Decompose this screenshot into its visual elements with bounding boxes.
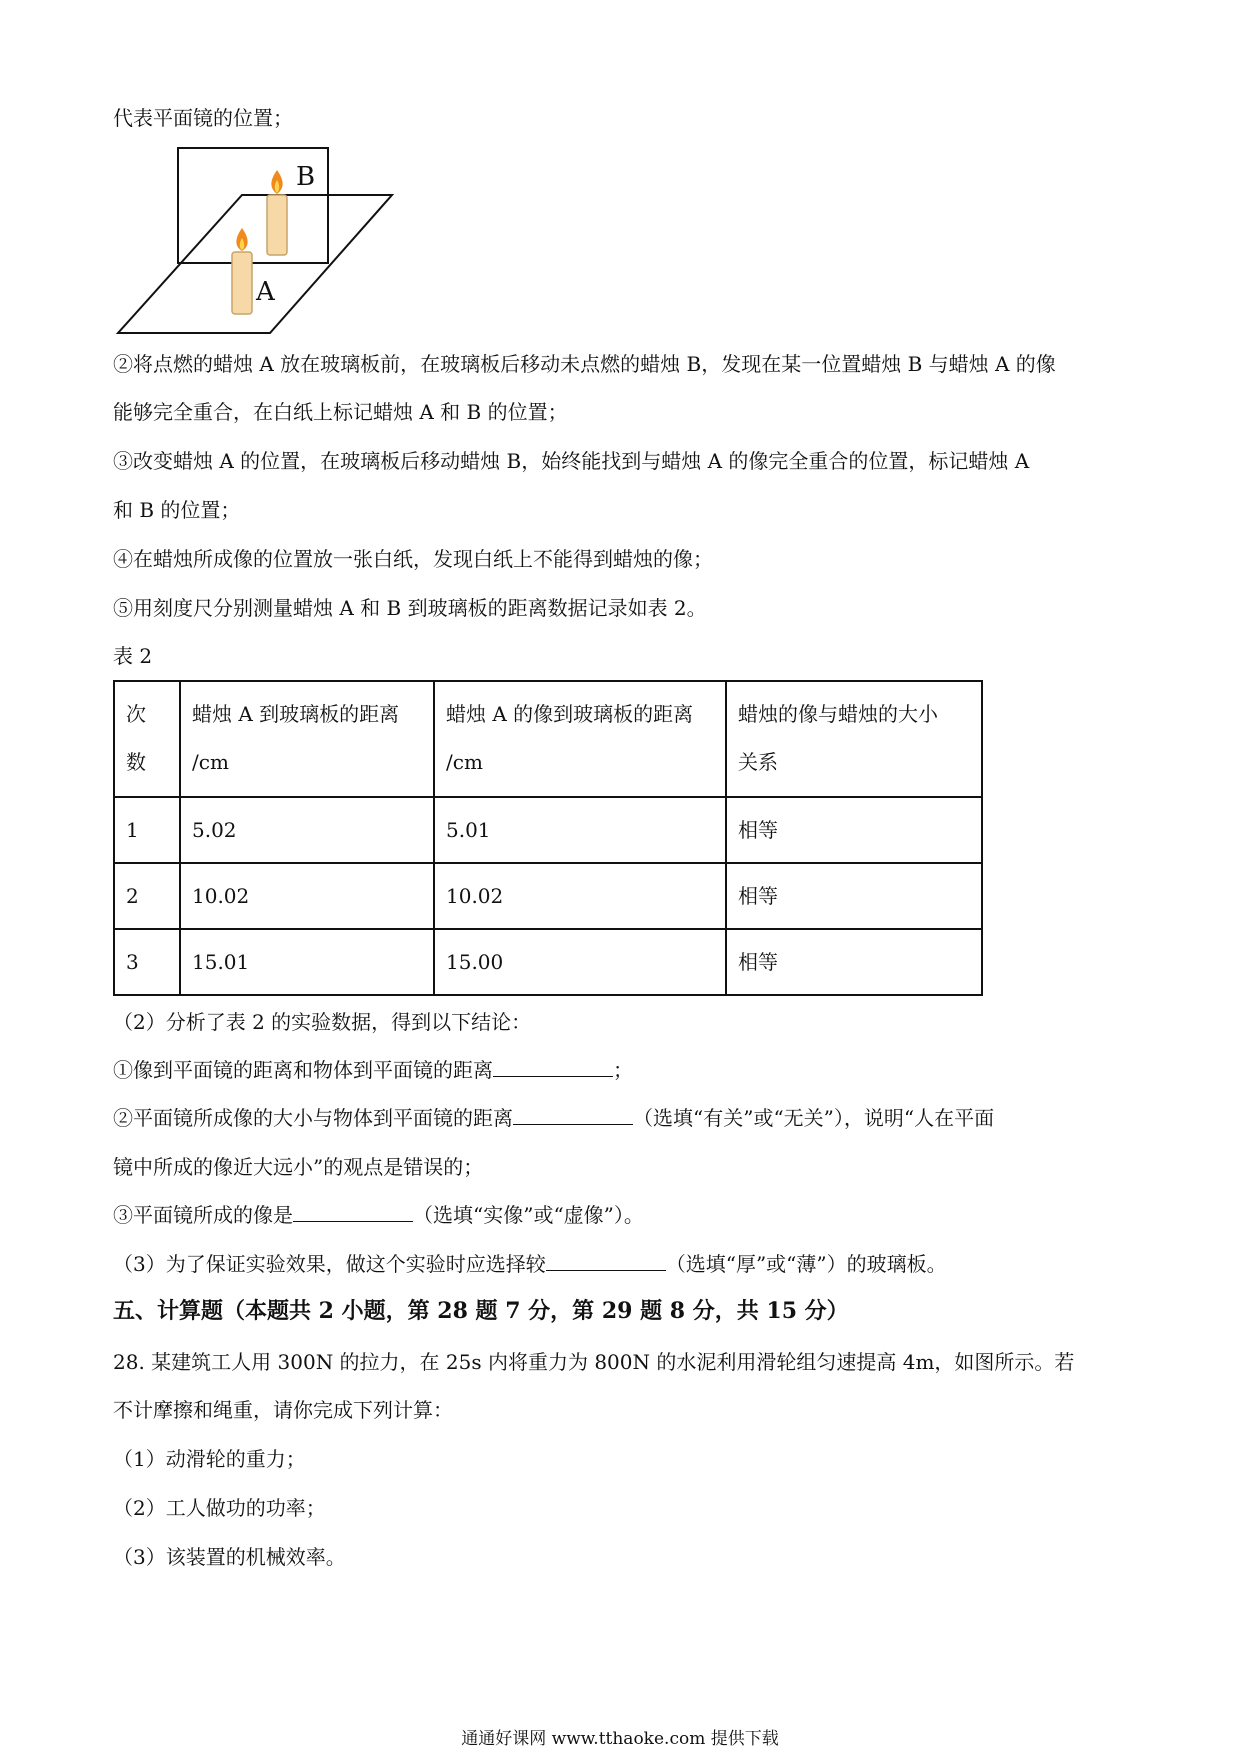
label-b: B	[296, 162, 316, 192]
table-cell: 3	[114, 929, 180, 995]
table-row	[114, 797, 982, 863]
q2-conclusion-1: ①像到平面镜的距离和物体到平面镜的距离 ；	[113, 1058, 633, 1082]
header-cell: 蜡烛 A 的像到玻璃板的距离 /cm	[434, 681, 726, 797]
header-cell: 次 数	[114, 681, 180, 797]
answer-blank[interactable]	[513, 1104, 633, 1125]
table-cell: 相等	[726, 863, 982, 929]
step-2-line-2: 能够完全重合，在白纸上标记蜡烛 A 和 B 的位置；	[113, 400, 568, 424]
table-cell: 10.02	[180, 863, 434, 929]
q3: （3）为了保证实验效果，做这个实验时应选择较 （选填“厚”或“薄”）的玻璃板。	[113, 1252, 947, 1276]
table-row	[114, 929, 982, 995]
header-cell: 蜡烛的像与蜡烛的大小 关系	[726, 681, 982, 797]
table-cell: 2	[114, 863, 180, 929]
table-header-row	[114, 681, 982, 797]
answer-blank[interactable]	[546, 1250, 666, 1271]
table-cell: 15.00	[434, 929, 726, 995]
label-a: A	[256, 277, 275, 307]
table-cell: 5.01	[434, 797, 726, 863]
q2-conclusion-2: ②平面镜所成像的大小与物体到平面镜的距离 （选填“有关”或“无关”），说明“人在平面	[113, 1106, 995, 1130]
q28-line-2: 不计摩擦和绳重，请你完成下列计算：	[113, 1398, 453, 1422]
step-5: ⑤用刻度尺分别测量蜡烛 A 和 B 到玻璃板的距离数据记录如表 2。	[113, 596, 707, 620]
step-3-line-1: ③改变蜡烛 A 的位置，在玻璃板后移动蜡烛 B，始终能找到与蜡烛 A 的像完全重合的位置，标记蜡烛 A	[113, 449, 1030, 473]
step-3-line-2: 和 B 的位置；	[113, 498, 241, 522]
page-footer: 通通好课网 www.tthaoke.com 提供下载	[461, 1729, 779, 1749]
table-row	[114, 863, 982, 929]
answer-blank[interactable]	[293, 1201, 413, 1222]
step-2-line-1: ②将点燃的蜡烛 A 放在玻璃板前，在玻璃板后移动未点燃的蜡烛 B，发现在某一位置蜡烛 B 与蜡烛 A 的像	[113, 352, 1056, 376]
table-cell: 1	[114, 797, 180, 863]
q28-item-3: （3）该装置的机械效率。	[113, 1545, 346, 1569]
table-cell: 15.01	[180, 929, 434, 995]
data-table	[113, 680, 983, 996]
table-cell: 相等	[726, 797, 982, 863]
table-cell: 5.02	[180, 797, 434, 863]
q2-intro: （2）分析了表 2 的实验数据，得到以下结论：	[113, 1010, 532, 1034]
candle-b	[267, 195, 287, 255]
q2-conclusion-3: ③平面镜所成的像是 （选填“实像”或“虚像”）。	[113, 1203, 644, 1227]
table-caption: 表 2	[113, 644, 153, 668]
header-cell: 蜡烛 A 到玻璃板的距离 /cm	[180, 681, 434, 797]
intro-line: 代表平面镜的位置；	[113, 106, 293, 130]
q28-line-1: 28. 某建筑工人用 300N 的拉力，在 25s 内将重力为 800N 的水泥利用滑轮组匀速提高 4m，如图所示。若	[113, 1350, 1075, 1374]
candle-a	[232, 252, 252, 314]
section-5-heading: 五、计算题（本题共 2 小题，第 28 题 7 分，第 29 题 8 分，共 15 分）	[113, 1298, 849, 1324]
step-4: ④在蜡烛所成像的位置放一张白纸，发现白纸上不能得到蜡烛的像；	[113, 547, 713, 571]
answer-blank[interactable]	[493, 1056, 613, 1077]
q28-item-1: （1）动滑轮的重力；	[113, 1447, 306, 1471]
table-cell: 相等	[726, 929, 982, 995]
q2-conclusion-2-line-2: 镜中所成的像近大远小”的观点是错误的；	[113, 1155, 484, 1179]
q28-item-2: （2）工人做功的功率；	[113, 1496, 326, 1520]
candle-mirror-figure	[110, 140, 400, 340]
table-cell: 10.02	[434, 863, 726, 929]
